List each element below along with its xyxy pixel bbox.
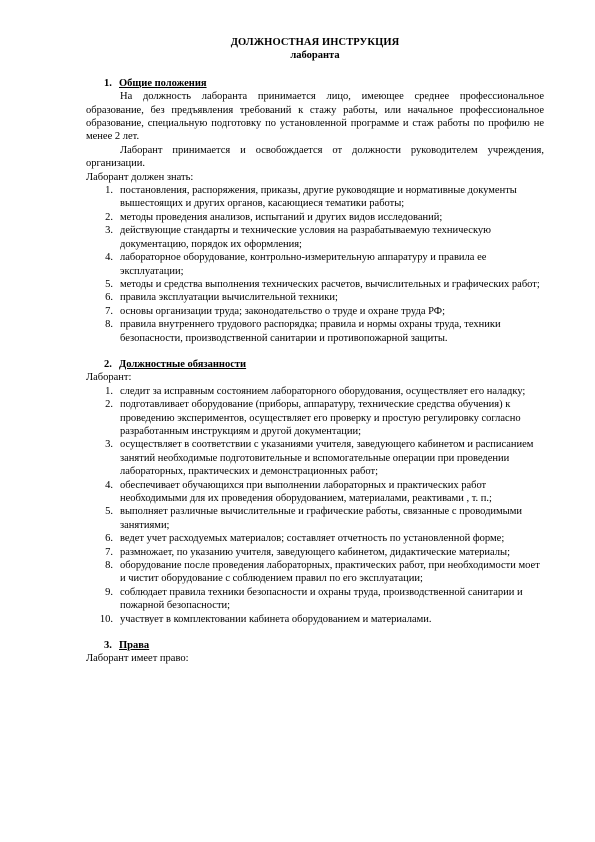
- list-item: [86, 184, 544, 211]
- list-item: [86, 398, 544, 438]
- section-1-heading: [104, 77, 544, 90]
- list-item: [86, 278, 544, 291]
- list-item-text: участвует в комплектовании кабинета оборудованием и материалами.: [120, 613, 432, 625]
- list-item-text: размножает, по указанию учителя, заведующего кабинетом, дидактические материалы;: [120, 546, 510, 558]
- section-3-number: 3.: [104, 640, 112, 652]
- list-item-number: 9.: [105, 586, 113, 598]
- section-2-title: Должностные обязанности: [119, 358, 247, 370]
- list-item: [86, 505, 544, 532]
- section-1-title: Общие положения: [119, 77, 207, 89]
- section-3-heading: [104, 639, 544, 652]
- list-item: [86, 385, 544, 398]
- list-item-number: 8.: [105, 319, 113, 331]
- list-item: [86, 613, 544, 626]
- list-item-number: 7.: [105, 546, 113, 558]
- section-2-heading: [104, 358, 544, 371]
- list-item-number: 3.: [105, 439, 113, 451]
- section-3-title: Права: [119, 640, 150, 652]
- list-item-text: следит за исправным состоянием лабораторного оборудования, осуществляет его наладку;: [120, 385, 526, 397]
- list-item-number: 4.: [105, 479, 113, 491]
- list-item-number: 3.: [105, 225, 113, 237]
- list-item-number: 4.: [105, 252, 113, 264]
- list-item-number: 5.: [105, 278, 113, 290]
- list-item: [86, 318, 544, 345]
- list-item: [86, 438, 544, 478]
- list-item-text: основы организации труда; законодательство о труде и охране труда РФ;: [120, 305, 445, 317]
- section-3-lead: Лаборант имеет право:: [86, 653, 189, 665]
- list-item-text: выполняет различные вычислительные и графические работы, связанные с проводимыми занятиями;: [120, 506, 522, 531]
- section-1-paragraph-1: На должность лаборанта принимается лицо, имеющее среднее профессиональное образование, без предъявления требований к стажу работы, или начальное профессиональное образование, специальную подготовку по установленной программе и стаж работы по профилю не менее 2 лет.: [86, 91, 544, 143]
- list-item-text: правила эксплуатации вычислительной техники;: [120, 292, 338, 304]
- list-item-text: действующие стандарты и технические условия на разрабатываемую техническую документацию, порядок их оформления;: [120, 225, 491, 250]
- list-item-text: правила внутреннего трудового распорядка; правила и нормы охраны труда, техники безопасности, производственной санитарии и противопожарной защиты.: [120, 319, 501, 344]
- list-item: [86, 586, 544, 613]
- list-item: [86, 559, 544, 586]
- section-1-list: [86, 184, 544, 345]
- document-title: ДОЛЖНОСТНАЯ ИНСТРУКЦИЯ: [230, 37, 400, 48]
- section-2-list: [86, 385, 544, 626]
- list-item-text: обеспечивает обучающихся при выполнении лабораторных и практических работ необходимыми для их проведения оборудованием, материалами, реактивами , т. п.;: [120, 479, 492, 504]
- list-item-text: соблюдает правила техники безопасности и охраны труда, производственной санитарии и пожарной безопасности;: [120, 586, 523, 612]
- list-item: [86, 291, 544, 304]
- list-item-number: 1.: [105, 385, 113, 397]
- list-item-text: подготавливает оборудование (приборы, аппаратуру, технические средства обучения) к проведению экспериментов, осуществляет его проверку и простую регулировку согласно разработанным инструкциям и другой документации;: [120, 399, 521, 437]
- section-1-number: 1.: [104, 77, 112, 89]
- list-item-number: 10.: [99, 613, 113, 625]
- list-item-text: лабораторное оборудование, контрольно-измерительную аппаратуру и правила ее эксплуатации;: [120, 252, 487, 277]
- list-item-text: методы проведения анализов, испытаний и других видов исследований;: [120, 211, 443, 223]
- list-item-number: 5.: [105, 506, 113, 518]
- list-item: [86, 546, 544, 559]
- section-1-must-know: Лаборант должен знать:: [86, 171, 194, 183]
- list-item-text: постановления, распоряжения, приказы, другие руководящие и нормативные документы вышестоящих и других органов, касающиеся тематики работы;: [120, 185, 517, 210]
- list-item-number: 2.: [105, 211, 113, 223]
- list-item: [86, 479, 544, 506]
- list-item-number: 1.: [105, 185, 113, 197]
- list-item-text: методы и средства выполнения технических расчетов, вычислительных и графических работ;: [120, 278, 540, 290]
- list-item-number: 8.: [105, 560, 113, 572]
- section-1-paragraph-2: Лаборант принимается и освобождается от должности руководителем учреждения, организации.: [86, 144, 544, 170]
- list-item: [86, 305, 544, 318]
- document-subtitle: лаборанта: [290, 50, 340, 62]
- list-item: [86, 224, 544, 251]
- document-page: [86, 36, 544, 666]
- list-item: [86, 251, 544, 278]
- list-item-number: 2.: [105, 399, 113, 411]
- list-item-text: осуществляет в соответствии с указаниями учителя, заведующего кабинетом и расписанием занятий необходимые подготовительные и вспомогательные операции при проведении лабораторных, практических и демонстрационных работ;: [120, 439, 534, 478]
- section-2-number: 2.: [104, 358, 112, 370]
- list-item-number: 6.: [105, 533, 113, 545]
- list-item: [86, 211, 544, 224]
- section-2-lead: Лаборант:: [86, 372, 132, 384]
- list-item-text: ведет учет расходуемых материалов; составляет отчетность по установленной форме;: [120, 533, 505, 545]
- list-item-number: 6.: [105, 292, 113, 304]
- list-item-number: 7.: [105, 305, 113, 317]
- list-item: [86, 532, 544, 545]
- list-item-text: оборудование после проведения лабораторных, практических работ, при необходимости моет и чистит оборудование с соблюдением правил по его эксплуатации;: [120, 560, 540, 585]
